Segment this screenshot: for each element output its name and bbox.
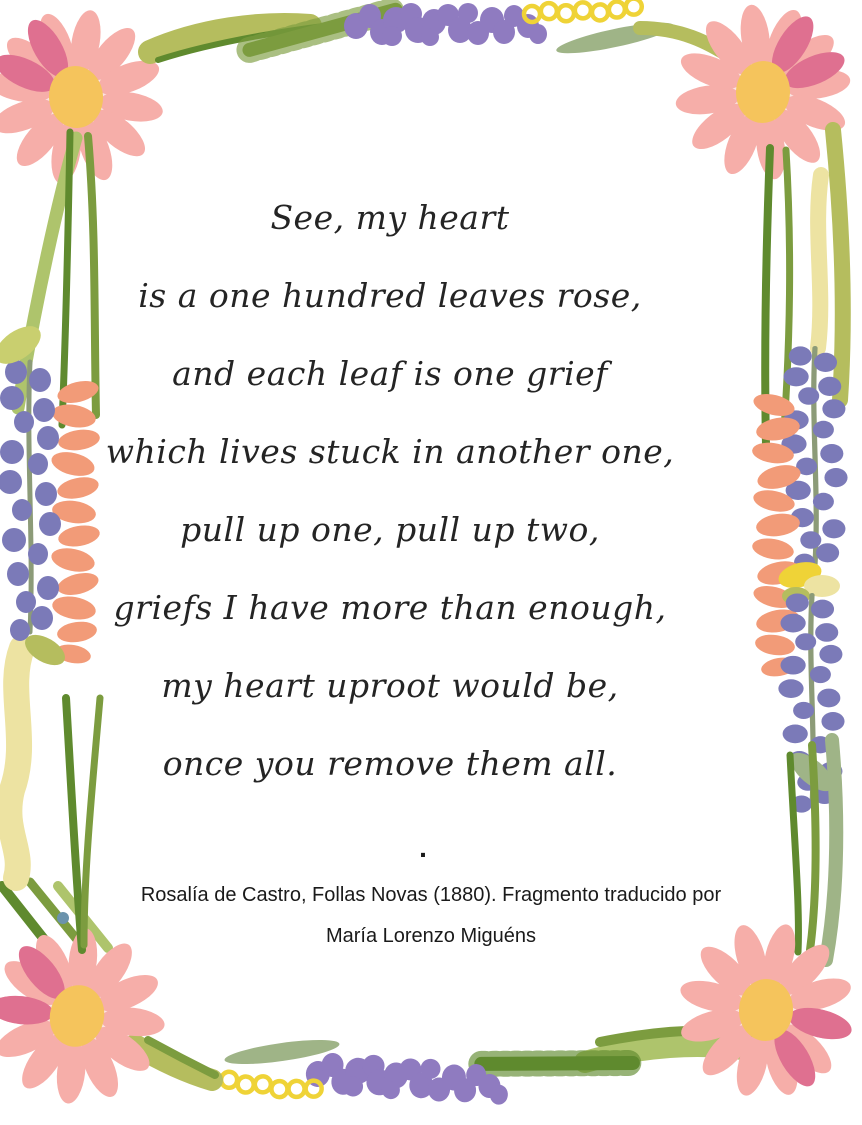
dark-petal — [0, 47, 60, 99]
dark-petal — [20, 14, 76, 83]
lavender-sprig-top — [344, 3, 547, 46]
yellow-chain-bottom — [203, 1069, 322, 1101]
yellow-chain-top — [523, 0, 642, 24]
lavender-spike-right-lower — [778, 593, 844, 812]
yellow-spike-right — [818, 175, 821, 348]
coral-flower-right — [751, 390, 803, 679]
poem-line-4: which lives stuck in another one, — [105, 432, 675, 471]
sage-leaf-right — [784, 746, 839, 798]
green-leaves-bottom-right — [585, 1031, 750, 1062]
poem-line-1: See, my heart — [270, 198, 510, 237]
poem — [58, 179, 722, 803]
fern-leaf-bottom — [481, 1042, 633, 1085]
attribution-line-1: Rosalía de Castro, Follas Novas (1880). Fragmento traducido por — [140, 884, 722, 906]
dark-petal — [764, 10, 822, 79]
poem-line-2: is a one hundred leaves rose, — [138, 276, 642, 315]
olive-leaf-top — [150, 22, 358, 60]
yellow-flower-right — [776, 558, 840, 605]
dark-petal — [0, 993, 55, 1028]
daisy-petals — [664, 0, 862, 191]
attribution-line-2: María Lorenzo Miguéns — [325, 925, 537, 947]
olive-arch-top-right — [640, 28, 732, 58]
daisy-top-right — [664, 0, 862, 191]
chartreuse-leaf-left — [0, 319, 47, 372]
dark-petal — [780, 45, 850, 96]
lavender-spike-right-upper — [781, 346, 847, 571]
poem-line-6: griefs I have more than enough, — [113, 588, 667, 627]
daisy-petals — [0, 0, 178, 199]
lavender-sprig-bottom — [304, 1050, 510, 1107]
poem-line-8: once you remove them all. — [162, 744, 618, 783]
daisy-center — [734, 59, 792, 125]
sage-blade-top — [554, 17, 675, 60]
daisy-top-left — [0, 0, 178, 199]
lavender-spike-left — [0, 360, 61, 641]
olive-leaf-bottom — [135, 1040, 215, 1080]
daisy-center — [43, 979, 110, 1052]
poem-line-3: and each leaf is one grief — [172, 354, 608, 393]
poem-line-7: my heart uproot would be, — [161, 666, 619, 705]
daisy-center — [737, 977, 795, 1043]
poem-line-5: pull up one, pull up two, — [180, 510, 600, 549]
dark-petal — [766, 1023, 823, 1092]
stems-top-right — [765, 130, 843, 445]
fern-leaf-top — [247, 10, 399, 50]
trailing-dot: . — [419, 832, 427, 863]
sage-blade-bottom — [223, 1035, 340, 1069]
daisy-center — [46, 64, 105, 130]
attribution — [8, 875, 854, 957]
dark-petal — [786, 1002, 855, 1045]
